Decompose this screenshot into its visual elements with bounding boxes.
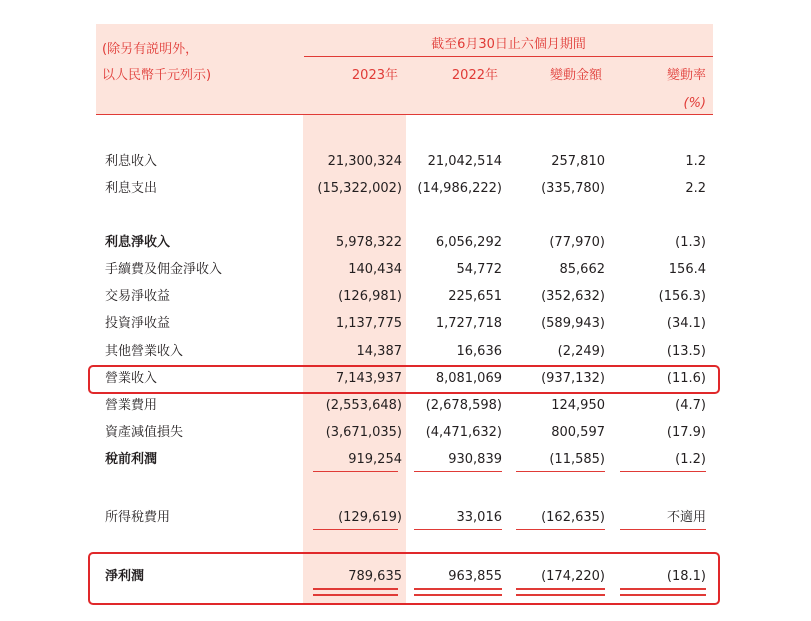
cell-v2023: 14,387 xyxy=(356,344,402,359)
subtotal-underline xyxy=(620,471,706,472)
subtotal-underline xyxy=(414,471,502,472)
cell-v2023: 1,137,775 xyxy=(335,316,402,331)
row-label: 其他營業收入 xyxy=(105,344,184,359)
row-label: 資產減值損失 xyxy=(105,425,184,440)
subtotal-underline xyxy=(516,471,605,472)
cell-v2023: 5,978,322 xyxy=(335,235,402,250)
cell-v2023: 140,434 xyxy=(348,262,402,277)
cell-change: (2,249) xyxy=(557,344,605,359)
subtotal-underline xyxy=(620,529,706,530)
col-header-rate: 變動率 xyxy=(666,68,706,83)
cell-v2022: 963,855 xyxy=(448,569,502,584)
col-header-pct: (%) xyxy=(683,96,706,111)
note-line-1: (除另有説明外， xyxy=(102,42,199,57)
cell-v2022: 225,651 xyxy=(448,289,502,304)
cell-change: (937,132) xyxy=(541,371,605,386)
col-header-2022: 2022年 xyxy=(451,68,498,83)
cell-v2023: 7,143,937 xyxy=(335,371,402,386)
cell-v2023: 789,635 xyxy=(348,569,402,584)
cell-rate: (1.3) xyxy=(675,235,706,250)
row-label: 投資淨收益 xyxy=(105,316,171,331)
row-label: 營業收入 xyxy=(105,371,158,386)
cell-v2022: 930,839 xyxy=(448,452,502,467)
subtotal-underline xyxy=(313,529,398,530)
subtotal-underline xyxy=(516,529,605,530)
row-label: 所得稅費用 xyxy=(105,510,171,525)
cell-rate: (1.2) xyxy=(675,452,706,467)
cell-v2022: (14,986,222) xyxy=(417,181,502,196)
row-label: 手續費及佣金淨收入 xyxy=(105,262,223,277)
cell-v2022: 1,727,718 xyxy=(435,316,502,331)
cell-v2022: 33,016 xyxy=(456,510,502,525)
cell-change: (77,970) xyxy=(549,235,605,250)
cell-v2023: (129,619) xyxy=(338,510,402,525)
cell-change: 257,810 xyxy=(551,154,605,169)
row-label: 利息支出 xyxy=(105,181,158,196)
row-label: 營業費用 xyxy=(105,398,158,413)
cell-v2022: (4,471,632) xyxy=(425,425,502,440)
cell-rate: 1.2 xyxy=(685,154,706,169)
cell-change: (174,220) xyxy=(541,569,605,584)
cell-rate: (11.6) xyxy=(666,371,706,386)
cell-change: 124,950 xyxy=(551,398,605,413)
cell-rate: (34.1) xyxy=(666,316,706,331)
cell-rate: (17.9) xyxy=(666,425,706,440)
cell-rate: (18.1) xyxy=(666,569,706,584)
cell-v2023: (126,981) xyxy=(338,289,402,304)
highlight-operating-income xyxy=(88,365,720,394)
cell-v2022: 54,772 xyxy=(456,262,502,277)
period-rule xyxy=(304,56,713,57)
row-label: 稅前利潤 xyxy=(105,452,158,467)
row-label: 利息淨收入 xyxy=(105,235,171,250)
cell-change: (335,780) xyxy=(541,181,605,196)
row-label: 淨利潤 xyxy=(105,569,145,584)
cell-rate: 156.4 xyxy=(668,262,706,277)
cell-change: (162,635) xyxy=(541,510,605,525)
row-label: 交易淨收益 xyxy=(105,289,171,304)
cell-change: 800,597 xyxy=(551,425,605,440)
cell-v2022: 6,056,292 xyxy=(435,235,502,250)
cell-v2022: 16,636 xyxy=(456,344,502,359)
col-header-2023: 2023年 xyxy=(351,68,398,83)
period-heading: 截至6月30日止六個月期間 xyxy=(431,37,586,52)
cell-v2023: 21,300,324 xyxy=(327,154,402,169)
cell-rate: (156.3) xyxy=(658,289,706,304)
highlight-net-profit xyxy=(88,552,720,605)
cell-change: (589,943) xyxy=(541,316,605,331)
cell-v2023: 919,254 xyxy=(348,452,402,467)
cell-v2023: (2,553,648) xyxy=(325,398,402,413)
cell-v2022: 21,042,514 xyxy=(427,154,502,169)
cell-v2023: (15,322,002) xyxy=(317,181,402,196)
cell-rate: 不適用 xyxy=(666,510,706,525)
col-header-change: 變動金額 xyxy=(549,68,602,83)
cell-v2022: (2,678,598) xyxy=(425,398,502,413)
subtotal-underline xyxy=(414,529,502,530)
cell-v2023: (3,671,035) xyxy=(325,425,402,440)
header-bottom-rule xyxy=(96,114,713,115)
subtotal-underline xyxy=(313,471,398,472)
cell-change: 85,662 xyxy=(559,262,605,277)
cell-change: (11,585) xyxy=(549,452,605,467)
cell-change: (352,632) xyxy=(541,289,605,304)
note-line-2: 以人民幣千元列示) xyxy=(102,68,212,83)
cell-rate: 2.2 xyxy=(685,181,706,196)
row-label: 利息收入 xyxy=(105,154,158,169)
cell-rate: (4.7) xyxy=(675,398,706,413)
cell-v2022: 8,081,069 xyxy=(435,371,502,386)
cell-rate: (13.5) xyxy=(666,344,706,359)
